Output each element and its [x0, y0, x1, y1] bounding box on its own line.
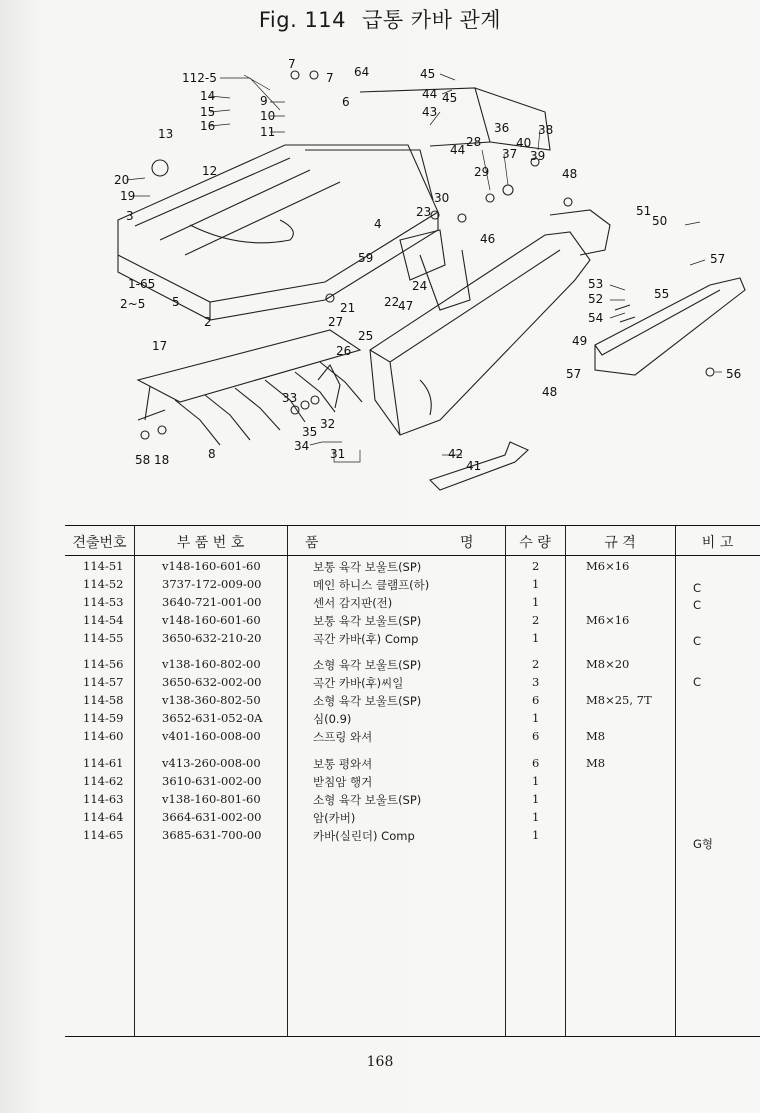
cell-name: 스프링 와셔: [313, 730, 373, 744]
callout-label: 23: [416, 205, 432, 219]
header-name-left: 품: [305, 535, 319, 551]
callout-label: 14: [200, 89, 216, 103]
cell-spec: M8: [586, 756, 606, 770]
table-row: [65, 774, 760, 792]
cell-ref: 114-64: [83, 810, 124, 824]
cell-qty: 2: [532, 657, 540, 671]
cell-spec: M8: [586, 729, 606, 743]
cell-ref: 114-54: [83, 613, 124, 627]
cell-part-no: v148-160-601-60: [162, 559, 261, 573]
cell-name: 메인 하니스 클램프(하): [313, 578, 430, 592]
table-row: [65, 631, 760, 649]
cell-name: 소형 육각 보울트(SP): [313, 658, 422, 672]
cell-ref: 114-55: [83, 631, 124, 645]
exploded-parts-diagram: [90, 50, 760, 520]
table-row: [65, 675, 760, 693]
callout-label: 39: [530, 149, 546, 163]
cell-ref: 114-58: [83, 693, 124, 707]
callout-label: 4: [374, 217, 382, 231]
table-row: [65, 828, 760, 851]
callout-label: 48: [562, 167, 578, 181]
callout-label: 42: [448, 447, 464, 461]
figure-caption: 급통 카바 관계: [362, 8, 502, 32]
table-row: [65, 711, 760, 729]
callout-label: 22: [384, 295, 400, 309]
header-part-no: 부 품 번 호: [176, 535, 245, 551]
cell-ref: 114-60: [83, 729, 124, 743]
cell-name: 보통 평와셔: [313, 757, 373, 771]
callout-label: 59: [358, 251, 374, 265]
cell-ref: 114-61: [83, 756, 124, 770]
cell-part-no: 3650-632-210-20: [162, 631, 262, 645]
callout-label: 10: [260, 109, 276, 123]
callout-label: 40: [516, 136, 532, 150]
cell-note: C: [693, 581, 702, 595]
callout-label: 21: [340, 301, 356, 315]
callout-label: 8: [208, 447, 216, 461]
cell-spec: M6×16: [586, 613, 630, 627]
cell-name: 소형 육각 보울트(SP): [313, 793, 422, 807]
callout-label: 5: [172, 295, 180, 309]
table-row: [65, 657, 760, 675]
callout-label: 2~5: [120, 297, 146, 311]
side-cover: [370, 232, 590, 435]
table-row: [65, 613, 760, 631]
callout-label: 2: [204, 315, 212, 329]
callout-label: 13: [158, 127, 174, 141]
figure-number: Fig. 114: [258, 8, 347, 32]
callout-label: 7: [326, 71, 334, 85]
cell-part-no: 3640-721-001-00: [162, 595, 262, 609]
cell-ref: 114-63: [83, 792, 124, 806]
cell-name: 곡간 카바(후)씨일: [313, 676, 404, 690]
cell-note: G형: [693, 837, 714, 851]
callout-label: 64: [354, 65, 370, 79]
cell-qty: 1: [532, 711, 540, 725]
callout-label: 17: [152, 339, 168, 353]
callout-label: 44: [422, 87, 438, 101]
table-row: [65, 577, 760, 595]
cell-note: C: [693, 598, 702, 612]
cell-part-no: v138-360-802-50: [162, 693, 261, 707]
table-row: [65, 810, 760, 828]
table-row: [65, 729, 760, 747]
callout-label: 53: [588, 277, 604, 291]
callout-label: 31: [330, 447, 346, 461]
cell-name: 심(0.9): [313, 712, 352, 726]
cell-name: 암(카버): [313, 811, 356, 825]
callout-label: 37: [502, 147, 518, 161]
cell-qty: 1: [532, 774, 540, 788]
callout-label: 47: [398, 299, 414, 313]
cell-part-no: 3737-172-009-00: [162, 577, 262, 591]
cell-qty: 1: [532, 792, 540, 806]
callout-label: 44: [450, 143, 466, 157]
callout-label: 3: [126, 209, 134, 223]
cell-part-no: v138-160-802-00: [162, 657, 261, 671]
callout-label: 7: [288, 57, 296, 71]
table-row: [65, 559, 760, 577]
rear-cover: [595, 278, 745, 375]
callout-label: 33: [282, 391, 298, 405]
cell-spec: M8×25, 7T: [586, 693, 652, 707]
cell-ref: 114-57: [83, 675, 124, 689]
cell-spec: M6×16: [586, 559, 630, 573]
cell-qty: 6: [532, 729, 540, 743]
table-row: [65, 792, 760, 810]
callout-label: 51: [636, 204, 652, 218]
callout-label: 26: [336, 344, 352, 358]
header-name-right: 명: [460, 535, 474, 551]
cell-qty: 1: [532, 828, 540, 842]
callout-label: 56: [726, 367, 742, 381]
cell-ref: 114-59: [83, 711, 124, 725]
cell-qty: 1: [532, 595, 540, 609]
cell-qty: 3: [532, 675, 540, 689]
parts-table: [65, 525, 760, 1037]
callout-label: 16: [200, 119, 216, 133]
callout-label: 30: [434, 191, 450, 205]
header-spec: 규 격: [604, 535, 636, 551]
callout-label: 38: [538, 123, 554, 137]
cell-name: 곡간 카바(후) Comp: [313, 632, 419, 646]
cell-part-no: 3652-631-052-0A: [162, 711, 263, 725]
page-number: 168: [366, 1054, 394, 1070]
cell-part-no: v148-160-601-60: [162, 613, 261, 627]
callout-label: 19: [120, 189, 136, 203]
cell-name: 센서 감지판(전): [313, 596, 393, 610]
cell-name: 보통 육각 보울트(SP): [313, 560, 422, 574]
callout-label: 57: [710, 252, 726, 266]
cell-ref: 114-53: [83, 595, 124, 609]
cell-part-no: v138-160-801-60: [162, 792, 261, 806]
callout-label: 43: [422, 105, 438, 119]
table-row: [65, 693, 760, 711]
callout-label: 15: [200, 105, 216, 119]
cell-spec: M8×20: [586, 657, 630, 671]
callout-label: 46: [480, 232, 496, 246]
cell-name: 받침암 행거: [313, 775, 373, 789]
callout-label: 28: [466, 135, 482, 149]
cell-part-no: 3650-632-002-00: [162, 675, 262, 689]
table-header: [65, 526, 760, 556]
header-ref-no: 견출번호: [72, 535, 127, 551]
callout-label: 55: [654, 287, 670, 301]
callout-label: 9: [260, 94, 268, 108]
top-cover-plate: [118, 145, 438, 302]
callout-label: 18: [154, 453, 170, 467]
callout-label: 41: [466, 459, 482, 473]
callout-label: 57: [566, 367, 582, 381]
header-note: 비 고: [701, 535, 734, 551]
cell-part-no: 3685-631-700-00: [162, 828, 262, 842]
cell-part-no: v401-160-008-00: [162, 729, 261, 743]
cell-qty: 6: [532, 756, 540, 770]
figure-title: [0, 4, 760, 34]
callout-label: 112-5: [182, 71, 217, 85]
cell-ref: 114-52: [83, 577, 124, 591]
callout-label: 25: [358, 329, 374, 343]
callout-label: 45: [442, 91, 458, 105]
callout-label: 24: [412, 279, 428, 293]
callout-label: 29: [474, 165, 490, 179]
cell-qty: 1: [532, 577, 540, 591]
cell-qty: 1: [532, 810, 540, 824]
callout-label: 32: [320, 417, 336, 431]
cell-qty: 6: [532, 693, 540, 707]
callout-label: 27: [328, 315, 344, 329]
callout-label: 48: [542, 385, 558, 399]
callout-label: 58: [135, 453, 151, 467]
header-qty: 수 량: [519, 535, 551, 551]
cell-name: 소형 육각 보울트(SP): [313, 694, 422, 708]
callout-label: 35: [302, 425, 318, 439]
cell-note: C: [693, 634, 702, 648]
cell-part-no: 3610-631-002-00: [162, 774, 262, 788]
cell-qty: 2: [532, 613, 540, 627]
callout-label: 49: [572, 334, 588, 348]
callout-labels: [114, 57, 741, 473]
cell-qty: 1: [532, 631, 540, 645]
callout-label: 6: [342, 95, 350, 109]
table-row: [65, 595, 760, 613]
callout-label: 1-65: [128, 277, 156, 291]
diagram-linework: [118, 71, 745, 490]
cell-name: 보통 육각 보울트(SP): [313, 614, 422, 628]
cell-ref: 114-51: [83, 559, 124, 573]
callout-label: 11: [260, 125, 276, 139]
callout-label: 12: [202, 164, 218, 178]
callout-label: 54: [588, 311, 604, 325]
callout-label: 50: [652, 214, 668, 228]
cell-part-no: v413-260-008-00: [162, 756, 261, 770]
callout-label: 36: [494, 121, 510, 135]
cell-ref: 114-56: [83, 657, 124, 671]
callout-label: 45: [420, 67, 436, 81]
table-row: [65, 756, 760, 774]
cell-part-no: 3664-631-002-00: [162, 810, 262, 824]
cell-ref: 114-62: [83, 774, 124, 788]
cell-name: 카바(실린더) Comp: [313, 829, 415, 843]
callout-label: 52: [588, 292, 604, 306]
cell-qty: 2: [532, 559, 540, 573]
callout-label: 34: [294, 439, 310, 453]
cell-note: C: [693, 675, 702, 689]
cell-ref: 114-65: [83, 828, 124, 842]
callout-label: 20: [114, 173, 130, 187]
